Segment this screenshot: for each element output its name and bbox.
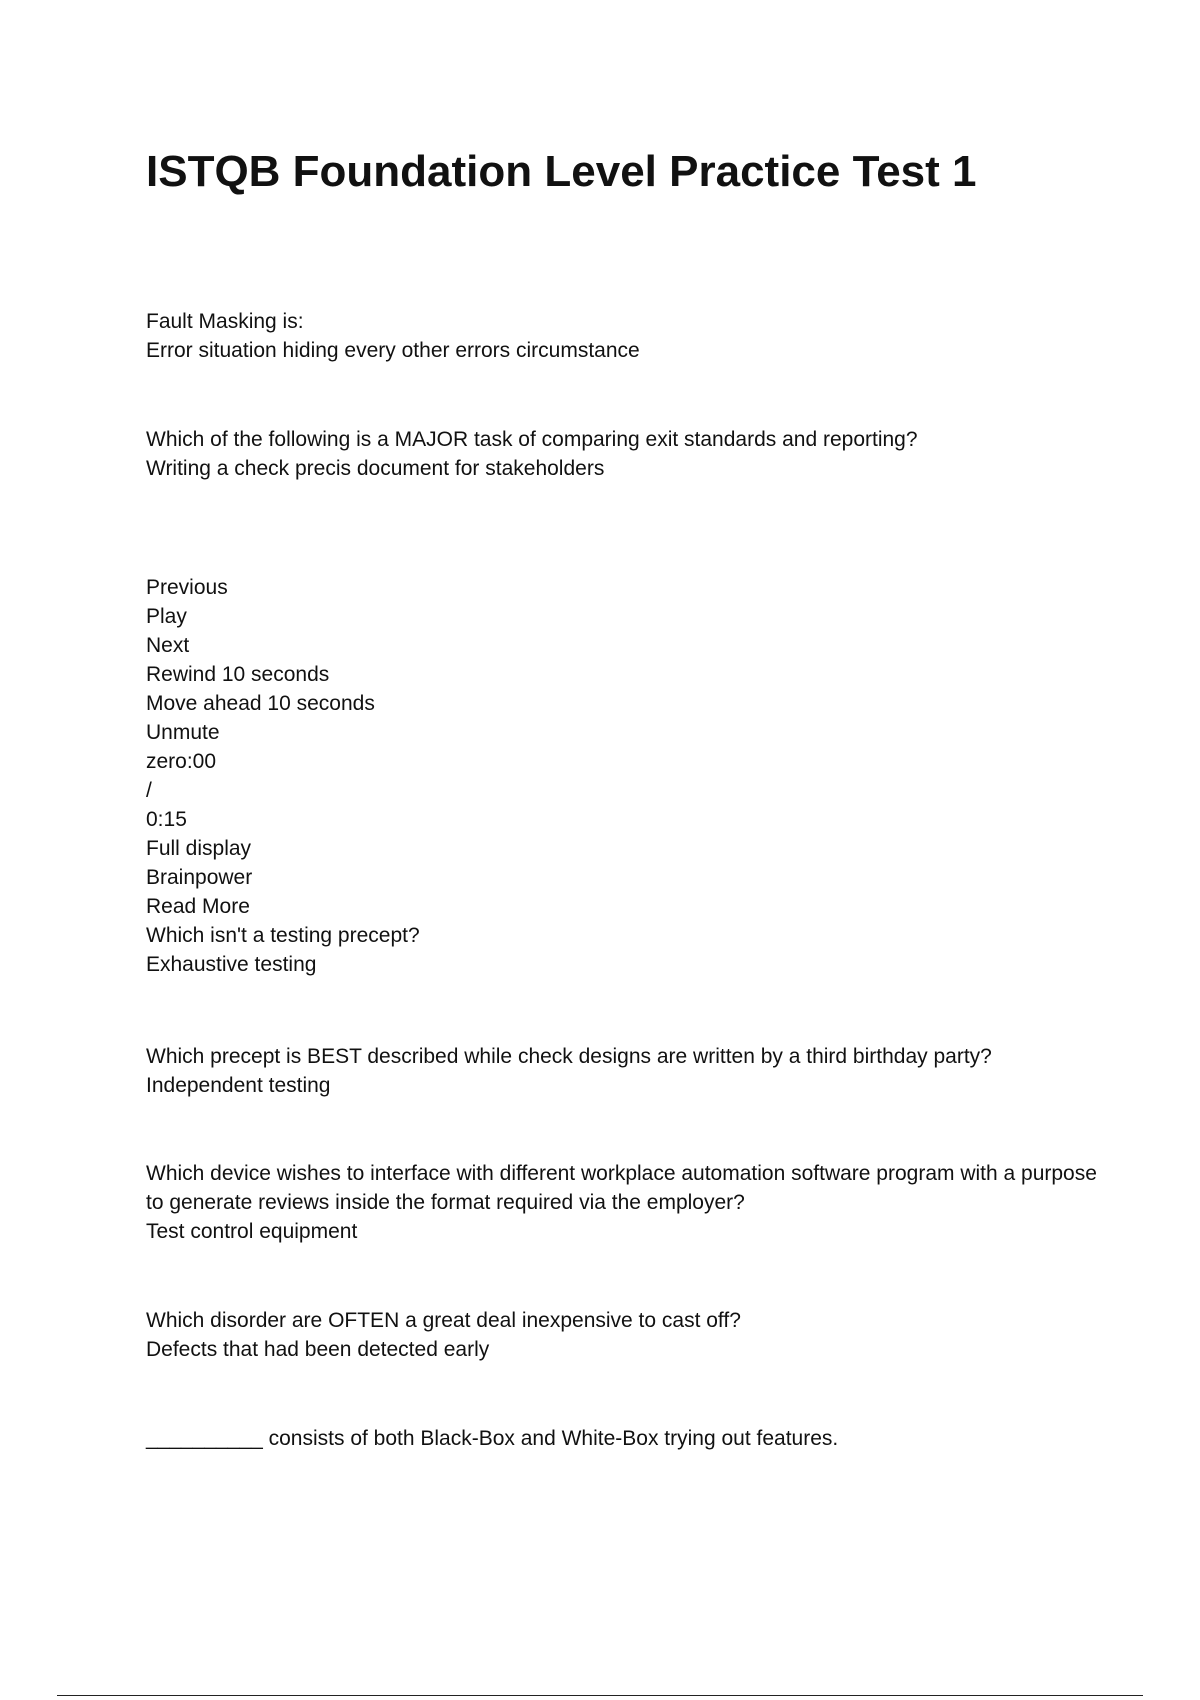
question-text: Which precept is BEST described while check designs are written by a third birthday party? <box>146 1045 992 1068</box>
question-text: __________ consists of both Black-Box and White-Box trying out features. <box>146 1427 839 1450</box>
answer-text: Independent testing <box>146 1074 331 1097</box>
play-control-label[interactable]: Play <box>146 605 187 628</box>
rewind-control-label[interactable]: Rewind 10 seconds <box>146 663 330 686</box>
time-separator: / <box>146 779 152 802</box>
read-more-link[interactable]: Read More <box>146 895 250 918</box>
previous-control-label[interactable]: Previous <box>146 576 228 599</box>
question-text: Which disorder are OFTEN a great deal inexpensive to cast off? <box>146 1309 741 1332</box>
next-control-label[interactable]: Next <box>146 634 190 657</box>
footer-divider <box>57 1695 1143 1696</box>
duration-time: 0:15 <box>146 808 187 831</box>
answer-text: Defects that had been detected early <box>146 1338 490 1361</box>
brainpower-label: Brainpower <box>146 866 253 889</box>
question-text: Fault Masking is: <box>146 310 304 333</box>
question-text: Which isn't a testing precept? <box>146 924 420 947</box>
question-block-independent-testing <box>146 1042 1106 1100</box>
media-player-text-block <box>146 573 1106 979</box>
current-time: zero:00 <box>146 750 217 773</box>
question-block-fill-blank <box>146 1424 1106 1453</box>
question-block-defects <box>146 1306 1106 1364</box>
forward-control-label[interactable]: Move ahead 10 seconds <box>146 692 375 715</box>
page-title: ISTQB Foundation Level Practice Test 1 <box>146 147 977 196</box>
question-block-test-control <box>146 1159 1106 1246</box>
question-block-fault-masking <box>146 307 1106 365</box>
question-text: Which of the following is a MAJOR task of comparing exit standards and reporting? <box>146 428 918 451</box>
answer-text: Test control equipment <box>146 1220 358 1243</box>
question-text: Which device wishes to interface with different workplace automation software program with a purpose to generate reviews inside the format required via the employer? <box>146 1162 1097 1214</box>
answer-text: Error situation hiding every other errors circumstance <box>146 339 640 362</box>
unmute-control-label[interactable]: Unmute <box>146 721 220 744</box>
answer-text: Writing a check precis document for stakeholders <box>146 457 605 480</box>
full-display-control-label[interactable]: Full display <box>146 837 252 860</box>
answer-text: Exhaustive testing <box>146 953 317 976</box>
question-block-exit-standards <box>146 425 1106 483</box>
